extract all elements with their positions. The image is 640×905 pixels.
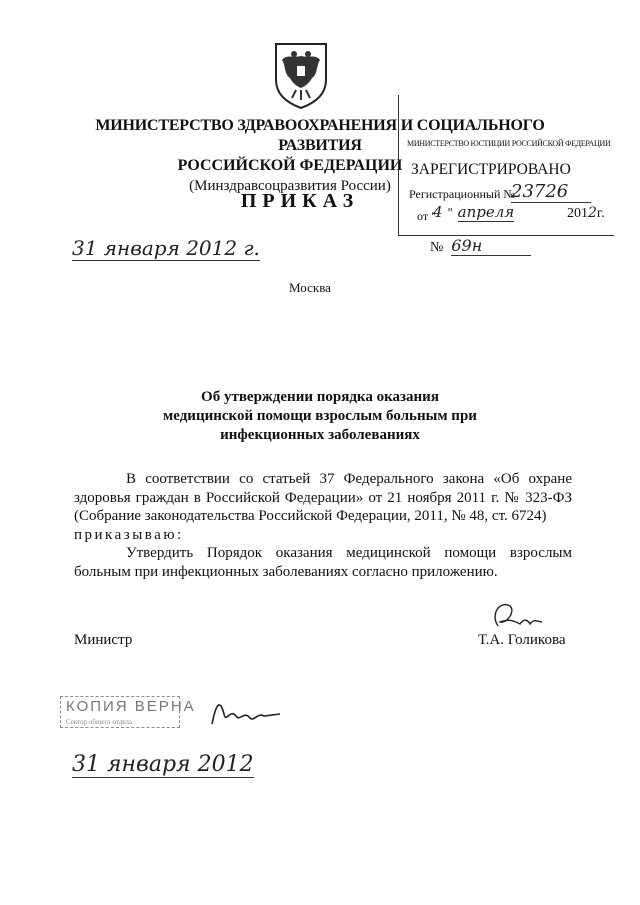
stamp-date-suffix: г. — [596, 206, 605, 221]
ministry-name-line2: РОССИЙСКОЙ ФЕДЕРАЦИИ — [177, 157, 403, 174]
stamp-date-month: апреля — [457, 203, 515, 221]
copy-stamp-sub: Сектор общего отдела — [66, 718, 133, 726]
order-number-prefix: № — [430, 240, 444, 255]
city: Москва — [289, 280, 331, 295]
stamp-reg-number: 23726 — [511, 181, 591, 203]
body-paragraph-2: Утвердить Порядок оказания медицинской помощи взрослым больным при инфекционных заболеваниях согласно приложению. — [74, 545, 572, 580]
stamp-date-prefix: от " — [417, 209, 436, 223]
stamp-reg-label: Регистрационный № — [409, 187, 515, 201]
title-line2: медицинской помощи взрослым больным при — [163, 408, 477, 424]
stamp-year-prefix: 201 — [567, 206, 588, 221]
stamp-org: МИНИСТЕРСТВО ЮСТИЦИИ РОССИЙСКОЙ ФЕДЕРАЦИИ — [407, 139, 611, 148]
order-date: 31 января 2012 г. — [72, 236, 260, 260]
document-type: ПРИКАЗ — [240, 190, 360, 212]
title-line3: инфекционных заболеваниях — [220, 427, 420, 443]
body-paragraph-1: В соответствии со статьей 37 Федерального закона «Об охране здоровья граждан в Российской Федерации» от 21 ноября 2011 г. № 323-ФЗ (Собрание законодательства Российской Федерации, 2011, № 48, ст. 6724) — [74, 471, 572, 524]
document-body — [74, 470, 572, 581]
coat-of-arms-icon — [272, 40, 330, 110]
stamp-status: ЗАРЕГИСТРИРОВАНО — [411, 161, 571, 178]
stamp-date: 4 " апреля — [433, 203, 515, 221]
title-line1: Об утверждении порядка оказания — [201, 389, 439, 405]
signer-name: Т.А. Голикова — [478, 632, 566, 648]
order-number-value: 69н — [451, 236, 531, 256]
signature-icon — [480, 596, 570, 636]
copy-date: 31 января 2012 — [72, 752, 254, 777]
order-number — [430, 236, 531, 256]
stamp-date-day: 4 — [433, 203, 443, 221]
registration-stamp — [398, 95, 614, 236]
document-title — [160, 388, 480, 445]
order-word: приказываю: — [74, 526, 184, 543]
signer-position: Министр — [74, 632, 133, 648]
ministry-short-name: (Минздравсоцразвития России) — [189, 178, 391, 194]
copy-signature-icon — [206, 694, 286, 730]
ministry-name-line1: МИНИСТЕРСТВО ЗДРАВООХРАНЕНИЯ И СОЦИАЛЬНОГО РАЗВИТИЯ — [95, 117, 545, 154]
copy-stamp-label: КОПИЯ ВЕРНА — [66, 698, 196, 715]
stamp-year-suffix: 2 — [588, 205, 597, 221]
